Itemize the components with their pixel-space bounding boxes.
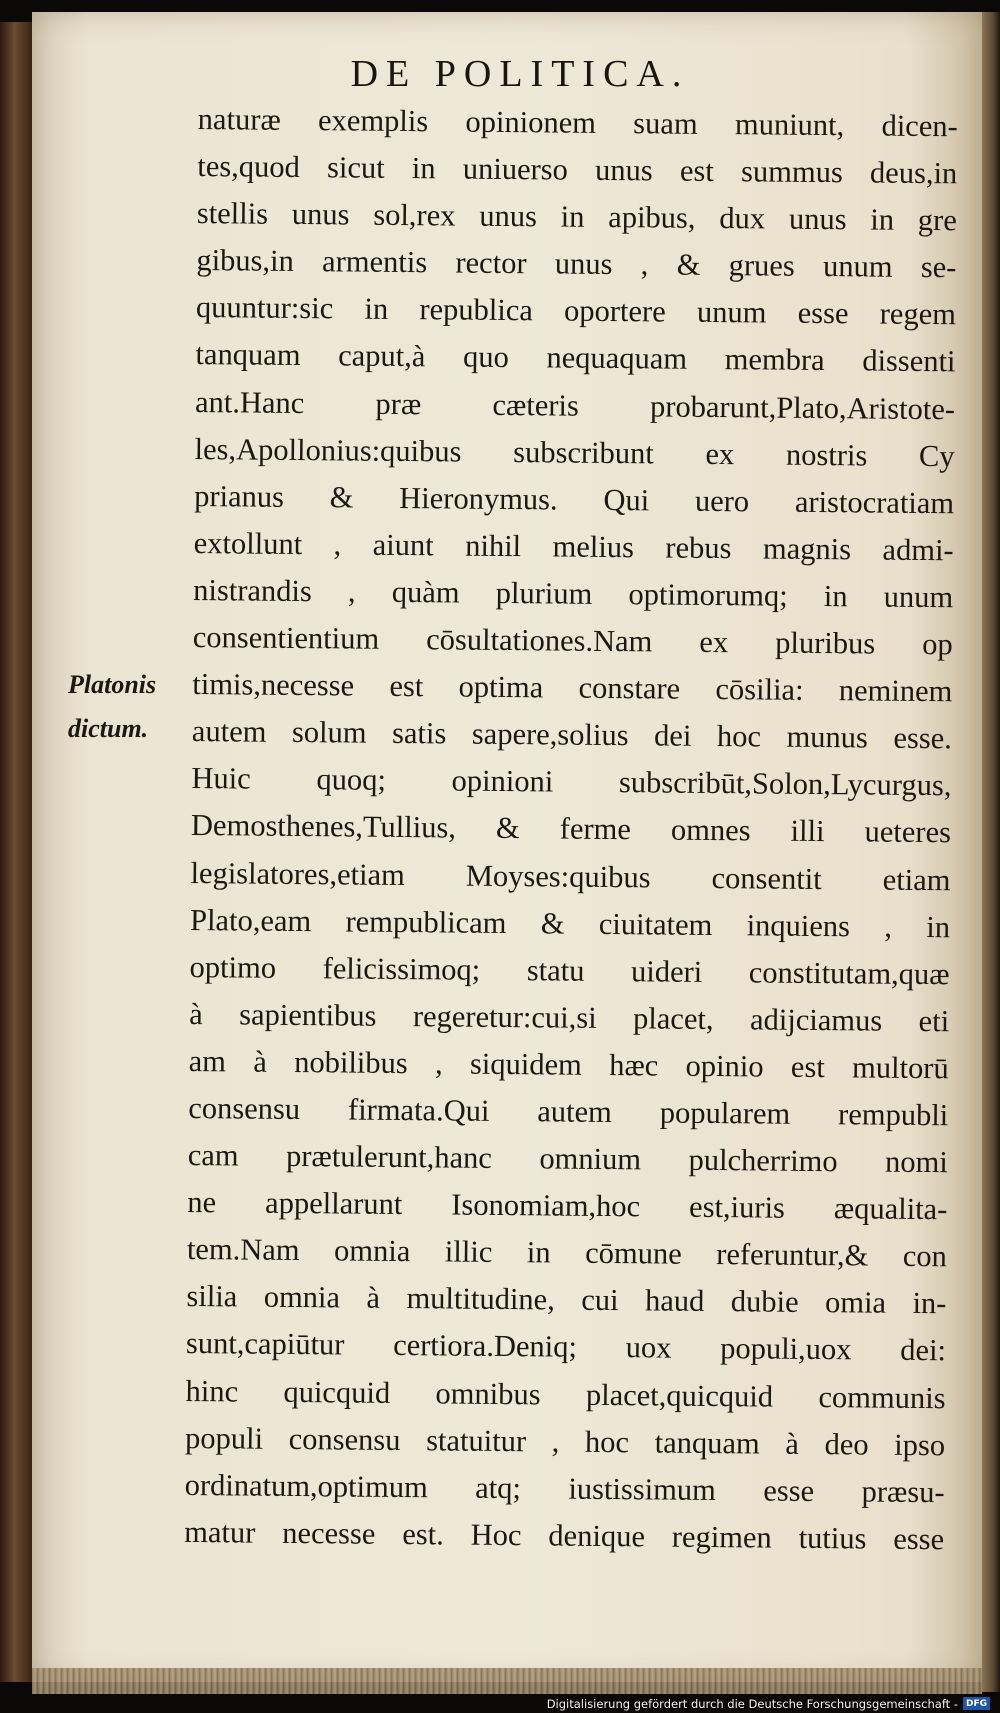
text-line: consensu firmata.Qui autem popularem rempubli [188,1090,949,1133]
text-line: legislatores,etiam Moyses:quibus consentit etiam [190,855,951,897]
text-line: silia omnia à multitudine, cui haud dubie omia in- [186,1279,947,1321]
text-line: Huic quoq; opinioni subscribūt,Solon,Lycurgus, [191,761,952,803]
text-line: nistrandis , quàm plurium optimorumq; in unum [193,572,954,615]
text-line: timis,necesse est optima constare cōsilia: neminem [192,667,953,709]
page-fore-edge [982,12,1000,1692]
text-line: populi consensu statuitur , hoc tanquam à deo ipso [184,1420,946,1462]
text-line: à sapientibus regeretur:cui,si placet, adijciamus eti [189,996,950,1039]
text-line: gibus,in armentis rector unus , & grues unum se- [196,243,957,285]
text-line: Plato,eam rempublicam & ciuitatem inquiens , in [189,902,951,944]
page-bottom-edge [32,1668,982,1694]
margin-note [68,663,188,751]
text-line: am à nobilibus , siquidem hæc opinio est multorū [188,1043,949,1086]
text-line: naturæ exemplis opinionem suam muniunt, dicen- [197,101,958,144]
text-line: consentientium cōsultationes.Nam ex pluribus op [192,620,953,662]
text-line: les,Apollonius:quibus subscribunt ex nostris Cy [194,431,955,473]
text-line: matur necesse est. Hoc denique regimen tutius esse [184,1514,945,1557]
dfg-logo-icon: DFG [963,1697,990,1710]
text-line: hinc quicquid omnibus placet,quicquid communis [185,1373,946,1415]
text-line: Demosthenes,Tullius, & ferme omnes illi ueteres [190,808,952,850]
credit-text: Digitalisierung gefördert durch die Deutsche Forschungsgemeinschaft - [546,1696,958,1711]
body-text [184,96,958,1563]
text-line: tes,quod sicut in uniuerso unus est summus deus,in [197,149,958,191]
book-spine-edge [0,22,32,1682]
text-line: tem.Nam omnia illic in cōmune referuntur,& con [186,1232,948,1274]
text-line: sunt,capiūtur certiora.Deniq; uox populi,uox dei: [185,1326,947,1368]
text-line: cam prætulerunt,hanc omnium pulcherrimo nomi [187,1138,948,1180]
text-line: ne appellarunt Isonomiam,hoc est,iuris æqualita- [187,1185,948,1227]
text-line: extollunt , aiunt nihil melius rebus magnis admi- [193,525,954,568]
digitization-credit [547,1694,990,1713]
text-line: prianus & Hieronymus. Qui uero aristocratiam [193,478,955,521]
margin-note-line: Platonis [68,670,157,699]
running-head: DE POLITICA. [350,53,690,95]
text-line: autem solum satis sapere,solius dei hoc munus esse. [191,714,953,756]
margin-note-line: dictum. [68,714,149,743]
text-line: quuntur:sic in republica oportere unum esse regem [195,290,957,332]
text-line: tanquam caput,à quo nequaquam membra dissenti [195,337,956,379]
text-line: ant.Hanc præ cæteris probarunt,Plato,Aristote- [194,384,956,426]
text-line: optimo felicissimoq; statu uideri constitutam,quæ [189,949,950,991]
text-line: stellis unus sol,rex unus in apibus, dux unus in gre [196,196,958,238]
text-line: ordinatum,optimum atq; iustissimum esse præsu- [184,1467,945,1509]
